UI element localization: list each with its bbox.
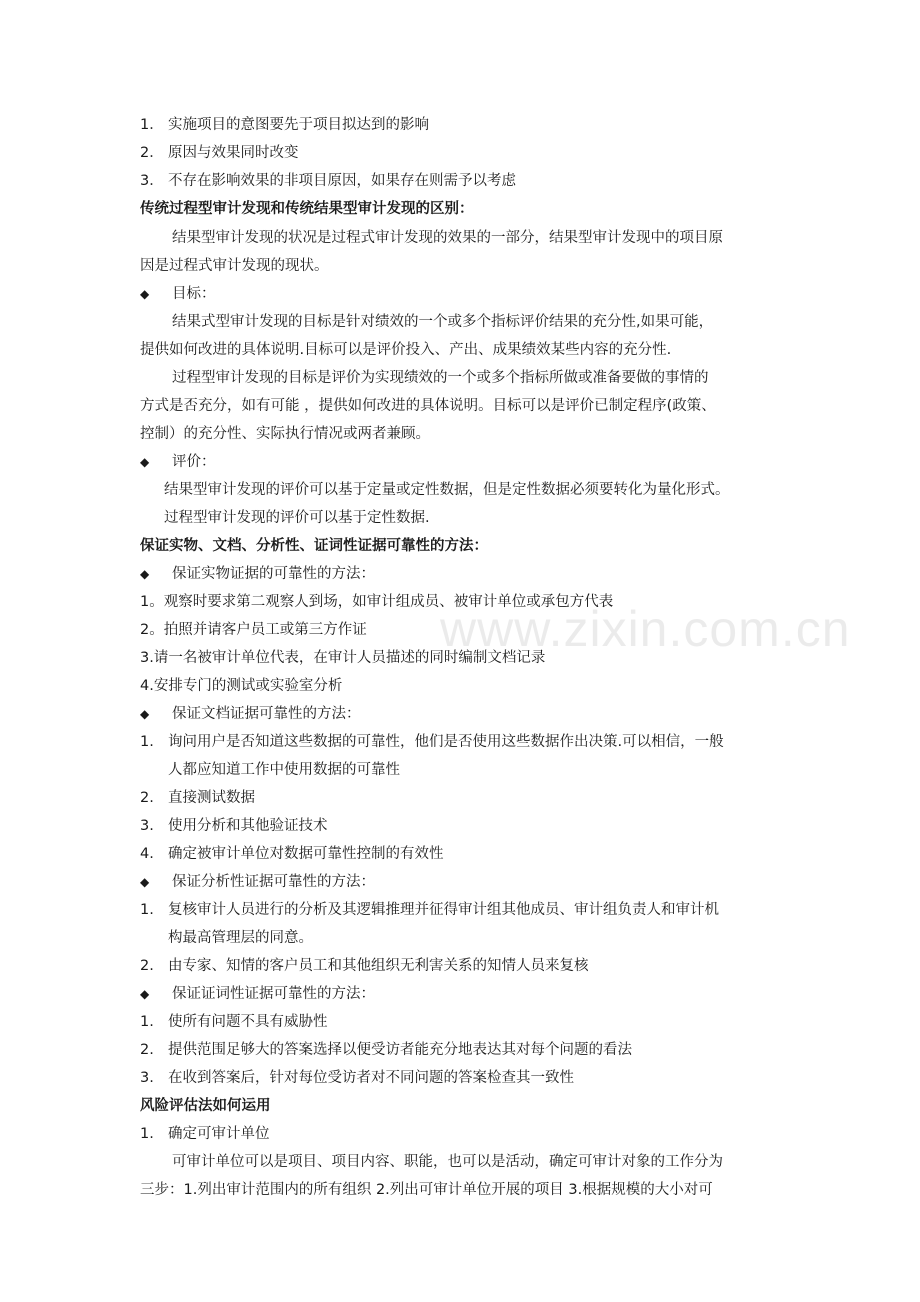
paragraph-line: 结果型审计发现的评价可以基于定量或定性数据，但是定性数据必须要转化为量化形式。 (164, 482, 730, 498)
paragraph-line: 结果式型审计发现的目标是针对绩效的一个或多个指标评价结果的充分性,如果可能， (172, 314, 714, 330)
diamond-bullet-icon: ◆ (140, 567, 150, 581)
section-heading: 传统过程型审计发现和传统结果型审计发现的区别： (140, 201, 474, 217)
diamond-bullet-icon: ◆ (140, 455, 150, 469)
diamond-bullet-icon: ◆ (140, 987, 150, 1001)
list-item: 2. 直接测试数据 (140, 790, 255, 806)
paragraph-line: 因是过程式审计发现的现状。 (140, 258, 329, 274)
paragraph-line: 结果型审计发现的状况是过程式审计发现的效果的一部分，结果型审计发现中的项目原 (172, 230, 723, 246)
bullet-heading: ◆ 保证实物证据的可靠性的方法： (140, 566, 375, 582)
diamond-bullet-icon: ◆ (140, 875, 150, 889)
list-item: 3. 在收到答案后，针对每位受访者对不同问题的答案检查其一致性 (140, 1070, 574, 1086)
list-item: 3. 使用分析和其他验证技术 (140, 818, 328, 834)
paragraph-line: 提供如何改进的具体说明.目标可以是评价投入、产出、成果绩效某些内容的充分性. (140, 342, 672, 358)
list-item: 1. 使所有问题不具有威胁性 (140, 1014, 328, 1030)
list-item: 4. 确定被审计单位对数据可靠性控制的有效性 (140, 846, 444, 862)
diamond-bullet-icon: ◆ (140, 287, 150, 301)
list-item-continuation: 构最高管理层的同意。 (168, 930, 313, 946)
section-heading: 保证实物、文档、分析性、证词性证据可靠性的方法： (140, 538, 488, 554)
list-item: 1. 确定可审计单位 (140, 1126, 270, 1142)
list-item: 1. 询问用户是否知道这些数据的可靠性，他们是否使用这些数据作出决策.可以相信，一般 (140, 734, 724, 750)
list-item: 1. 复核审计人员进行的分析及其逻辑推理并征得审计组其他成员、审计组负责人和审计机 (140, 902, 719, 918)
list-item: 2。拍照并请客户员工或第三方作证 (140, 622, 367, 638)
bullet-heading: ◆ 目标： (140, 286, 216, 302)
bullet-heading: ◆ 评价： (140, 454, 216, 470)
list-item: 1。观察时要求第二观察人到场，如审计组成员、被审计单位或承包方代表 (140, 594, 614, 610)
bullet-heading: ◆ 保证分析性证据可靠性的方法： (140, 874, 375, 890)
list-item: 2． 原因与效果同时改变 (140, 145, 299, 161)
list-item: 4.安排专门的测试或实验室分析 (140, 678, 343, 694)
paragraph-line: 可审计单位可以是项目、项目内容、职能，也可以是活动，确定可审计对象的工作分为 (172, 1154, 723, 1170)
section-heading: 风险评估法如何运用 (140, 1098, 271, 1114)
paragraph-line: 三步：1.列出审计范围内的所有组织 2.列出可审计单位开展的项目 3.根据规模的大小对可 (140, 1182, 713, 1198)
list-item: 3.请一名被审计单位代表，在审计人员描述的同时编制文档记录 (140, 650, 546, 666)
paragraph-line: 过程型审计发现的评价可以基于定性数据. (164, 510, 430, 526)
paragraph-line: 控制）的充分性、实际执行情况或两者兼顾。 (140, 426, 430, 442)
list-item-continuation: 人都应知道工作中使用数据的可靠性 (168, 762, 400, 778)
diamond-bullet-icon: ◆ (140, 707, 150, 721)
watermark: www.zixin.com.cn (440, 601, 851, 657)
list-item: 1． 实施项目的意图要先于项目拟达到的影响 (140, 117, 429, 133)
list-item: 3． 不存在影响效果的非项目原因，如果存在则需予以考虑 (140, 173, 516, 189)
bullet-heading: ◆ 保证文档证据可靠性的方法： (140, 706, 361, 722)
paragraph-line: 过程型审计发现的目标是评价为实现绩效的一个或多个指标所做或准备要做的事情的 (172, 370, 709, 386)
paragraph-line: 方式是否充分，如有可能 ，提供如何改进的具体说明。目标可以是评价已制定程序(政策、 (140, 398, 716, 414)
list-item: 2. 由专家、知情的客户员工和其他组织无利害关系的知情人员来复核 (140, 958, 589, 974)
bullet-heading: ◆ 保证证词性证据可靠性的方法： (140, 986, 375, 1002)
list-item: 2. 提供范围足够大的答案选择以便受访者能充分地表达其对每个问题的看法 (140, 1042, 632, 1058)
